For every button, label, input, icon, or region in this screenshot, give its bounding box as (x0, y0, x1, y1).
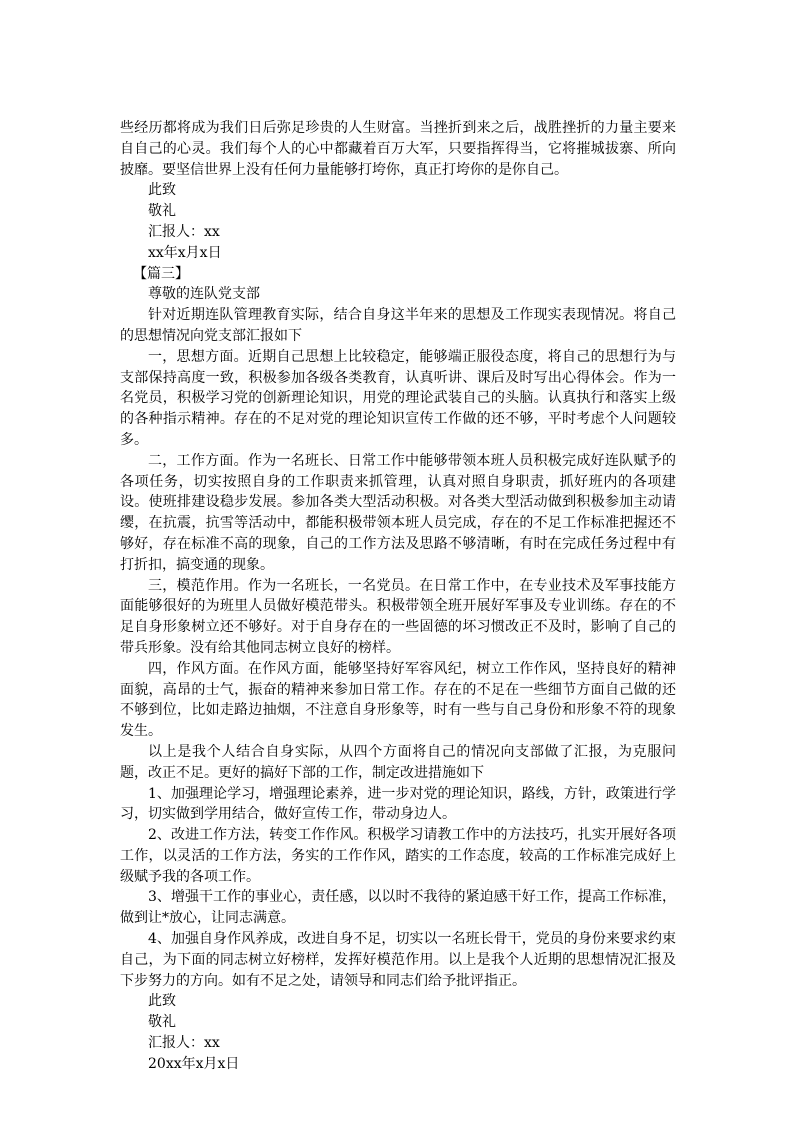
document-page (120, 118, 676, 1075)
closing-cizhi-1: 此致 (148, 182, 176, 199)
closing-cizhi-2: 此致 (148, 993, 176, 1010)
measure-2: 2、改进工作方法，转变工作作风。积极学习请教工作中的方法技巧，扎实开展好各项工作，以灵活的工作方法，务实的工作作风，踏实的工作态度，较高的工作标准完成好上级赋予我的各项工作。 (120, 827, 676, 885)
paragraph-style: 四，作风方面。在作风方面，能够坚持好军容风纪，树立工作作风，坚持良好的精神面貌，高昂的士气，振奋的精神来参加日常工作。存在的不足在一些细节方面自己做的还不够到位，比如走路边抽烟，不注意自身形象等，时有一些与自己身份和形象不符的现象发生。 (120, 660, 676, 740)
date-2: 20xx年x月x日 (148, 1055, 240, 1072)
intro-paragraph: 针对近期连队管理教育实际，结合自身这半年来的思想及工作现实表现情况。将自己的思想情况向党支部汇报如下 (120, 307, 676, 344)
paragraph-summary: 以上是我个人结合自身实际，从四个方面将自己的情况向支部做了汇报，为克服问题，改正不足。更好的搞好下部的工作，制定改进措施如下 (120, 743, 676, 781)
closing-jingli-2: 敬礼 (148, 1014, 176, 1031)
date-1: xx年x月x日 (148, 244, 222, 261)
paragraph-thought: 一，思想方面。近期自己思想上比较稳定，能够端正服役态度，将自己的思想行为与支部保持高度一致，积极参加各级各类教育，认真听讲、课后及时写出心得体会。作为一名党员，积极学习党的创新理论知识，用党的理论武装自己的头脑。认真执行和落实上级的各种指示精神。存在的不足对党的理论知识宣传工作做的还不够，平时考虑个人问题较多。 (120, 348, 676, 448)
paragraph-continued: 些经历都将成为我们日后弥足珍贵的人生财富。当挫折到来之后，战胜挫折的力量主要来自自己的心灵。我们每个人的心中都藏着百万大军，只要指挥得当，它将摧城拔寨、所向披靡。要坚信世界上没有任何力量能够打垮你，真正打垮你的是你自己。 (120, 120, 676, 178)
paragraph-work: 二，工作方面。作为一名班长、日常工作中能够带领本班人员积极完成好连队赋予的各项任务，切实按照自身的工作职责来抓管理，认真对照自身职责，抓好班内的各项建设。使班排建设稳步发展。参加各类大型活动积极。对各类大型活动做到积极参加主动请缨，在抗震，抗雪等活动中，都能积极带领本班人员完成，存在的不足工作标准把握还不够好，存在标准不高的现象，自己的工作方法及思路不够清晰，有时在完成任务过程中有打折扣，搞变通的现象。 (120, 452, 676, 573)
measure-1: 1、加强理论学习，增强理论素养，进一步对党的理论知识，路线，方针，政策进行学习，切实做到学用结合，做好宣传工作，带动身边人。 (120, 785, 676, 823)
salutation: 尊敬的连队党支部 (148, 286, 260, 303)
section-title: 【篇三】 (133, 265, 189, 282)
reporter-2: 汇报人：xx (148, 1035, 220, 1052)
measure-3: 3、增强干工作的事业心，责任感，以以时不我待的紧迫感干好工作，提高工作标准，做到让*放心，让同志满意。 (120, 889, 676, 927)
closing-jingli-1: 敬礼 (148, 203, 176, 220)
measure-4: 4、加强自身作风养成，改进自身不足，切实以一名班长骨干，党员的身份来要求约束自己，为下面的同志树立好榜样，发挥好模范作用。以上是我个人近期的思想情况汇报及下步努力的方向。如有不足之处，请领导和同志们给予批评指正。 (120, 931, 676, 989)
reporter-1: 汇报人：xx (148, 223, 220, 240)
paragraph-model: 三，模范作用。作为一名班长，一名党员。在日常工作中，在专业技术及军事技能方面能够很好的为班里人员做好模范带头。积极带领全班开展好军事及专业训练。存在的不足自身形象树立还不够好。对于自身存在的一些固德的坏习惯改正不及时，影响了自己的带兵形象。没有给其他同志树立良好的榜样。 (120, 577, 676, 656)
